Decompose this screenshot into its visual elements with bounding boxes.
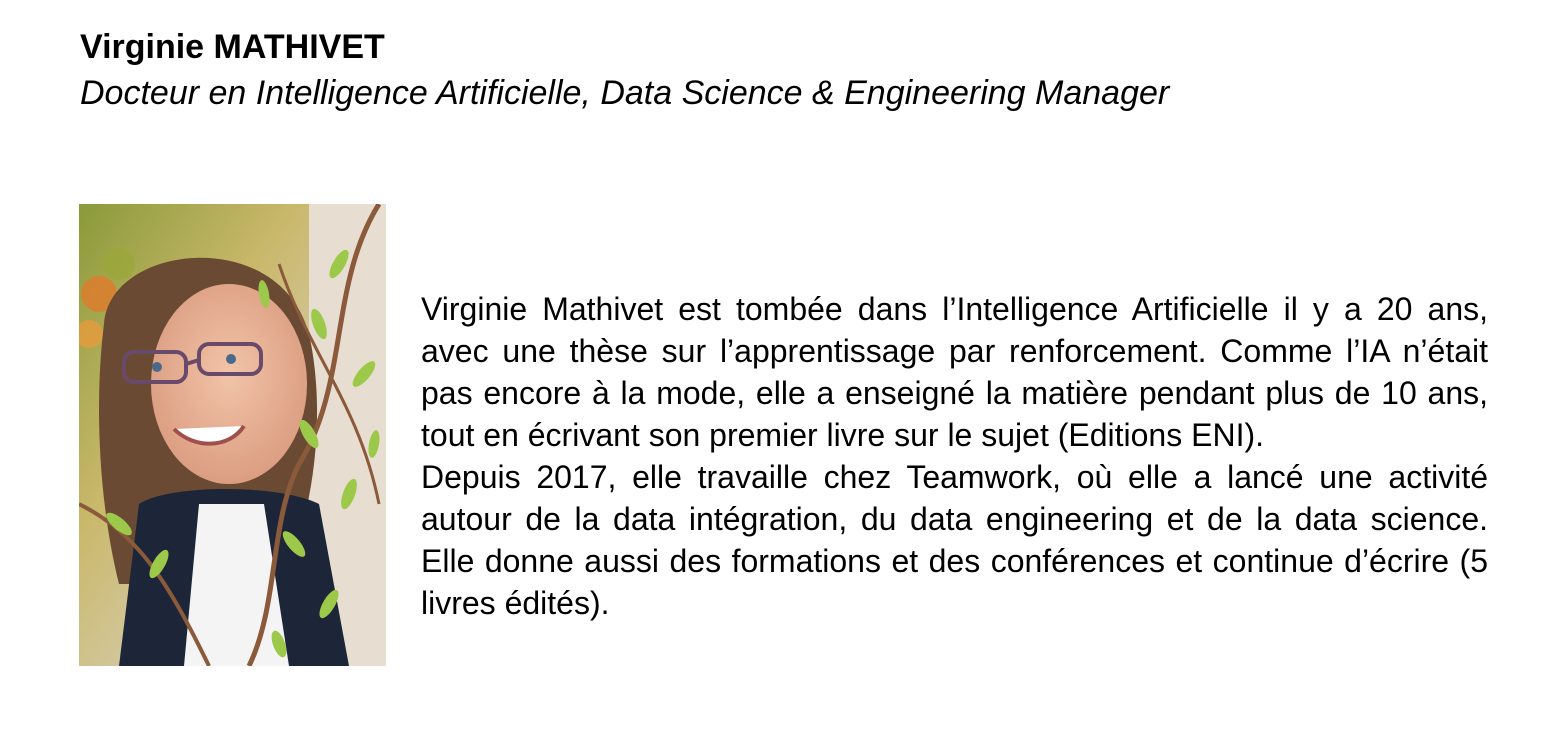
- author-name: Virginie MATHIVET: [80, 28, 385, 66]
- author-title: Docteur en Intelligence Artificielle, Data Science & Engineering Manager: [80, 74, 1170, 112]
- author-photo: [79, 204, 386, 666]
- bio-paragraph-1: Virginie Mathivet est tombée dans l’Intelligence Artificielle il y a 20 ans, avec une thèse sur l’apprentissage par renforcement. Comme l’IA n’était pas encore à la mode, elle a enseigné la matière pendant plus de 10 ans, tout en écrivant son premier livre sur le sujet (Editions ENI).: [421, 291, 1488, 453]
- author-bio: [421, 288, 1488, 624]
- bio-paragraph-2: Depuis 2017, elle travaille chez Teamwork, où elle a lancé une activité autour de la data intégration, du data engineering et de la data science. Elle donne aussi des formations et des conférences et continue d’écrire (5 livres édités).: [421, 459, 1488, 621]
